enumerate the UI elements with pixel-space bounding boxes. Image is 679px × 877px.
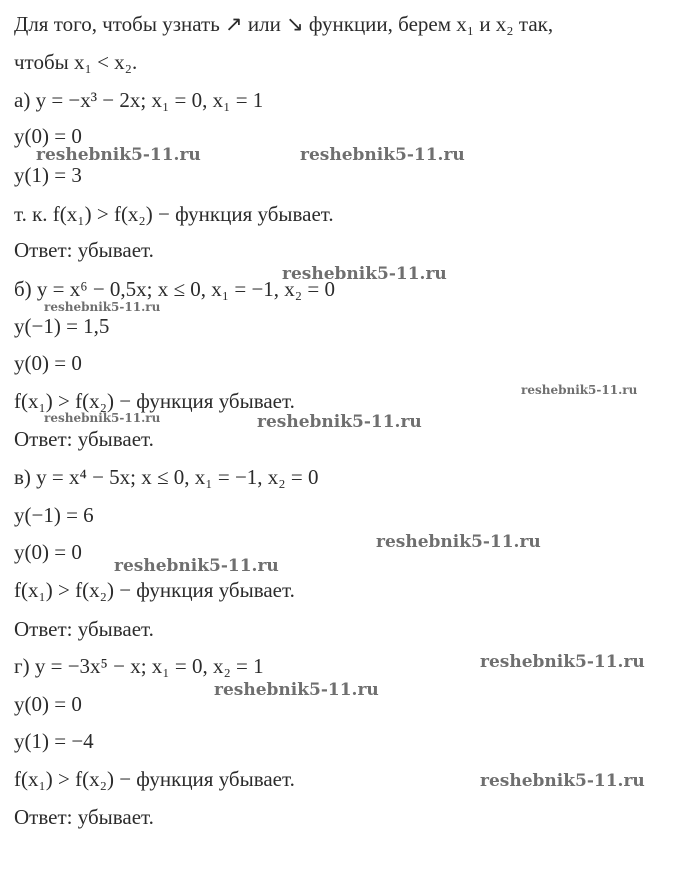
part-b-conclusion: f(x₁) > f(x₂) − функция убывает.	[14, 389, 295, 413]
watermark: reshebnik5-11.ru	[214, 680, 379, 700]
part-b-value-2: y(0) = 0	[14, 351, 82, 375]
watermark: reshebnik5-11.ru	[376, 532, 541, 552]
intro-line-2: чтобы x₁ < x₂.	[14, 50, 138, 74]
watermark: reshebnik5-11.ru	[44, 411, 161, 425]
part-c-value-1: y(−1) = 6	[14, 503, 94, 527]
part-d-answer: Ответ: убывает.	[14, 805, 154, 829]
part-b-function: б) y = x⁶ − 0,5x; x ≤ 0, x₁ = −1, x₂ = 0	[14, 277, 335, 301]
watermark: reshebnik5-11.ru	[257, 412, 422, 432]
part-c-value-2: y(0) = 0	[14, 540, 82, 564]
watermark: reshebnik5-11.ru	[480, 652, 645, 672]
watermark: reshebnik5-11.ru	[36, 145, 201, 165]
part-c-answer: Ответ: убывает.	[14, 617, 154, 641]
part-d-conclusion: f(x₁) > f(x₂) − функция убывает.	[14, 767, 295, 791]
part-b-answer: Ответ: убывает.	[14, 427, 154, 451]
part-d-value-1: y(0) = 0	[14, 692, 82, 716]
part-c-function: в) y = x⁴ − 5x; x ≤ 0, x₁ = −1, x₂ = 0	[14, 465, 319, 489]
watermark: reshebnik5-11.ru	[480, 771, 645, 791]
part-a-answer: Ответ: убывает.	[14, 238, 154, 262]
part-a-function: а) y = −x³ − 2x; x₁ = 0, x₁ = 1	[14, 88, 264, 112]
part-c-conclusion: f(x₁) > f(x₂) − функция убывает.	[14, 578, 295, 602]
watermark: reshebnik5-11.ru	[300, 145, 465, 165]
part-d-value-2: y(1) = −4	[14, 729, 94, 753]
part-a-conclusion: т. к. f(x₁) > f(x₂) − функция убывает.	[14, 202, 334, 226]
watermark: reshebnik5-11.ru	[114, 556, 279, 576]
intro-line-1: Для того, чтобы узнать ↗ или ↘ функции, берем x₁ и x₂ так,	[14, 12, 554, 36]
watermark: reshebnik5-11.ru	[282, 264, 447, 284]
part-a-value-1: y(0) = 0	[14, 124, 82, 148]
watermark: reshebnik5-11.ru	[44, 300, 161, 314]
part-b-value-1: y(−1) = 1,5	[14, 314, 110, 338]
part-a-value-2: y(1) = 3	[14, 163, 82, 187]
watermark: reshebnik5-11.ru	[521, 383, 638, 397]
part-d-function: г) y = −3x⁵ − x; x₁ = 0, x₂ = 1	[14, 654, 264, 678]
